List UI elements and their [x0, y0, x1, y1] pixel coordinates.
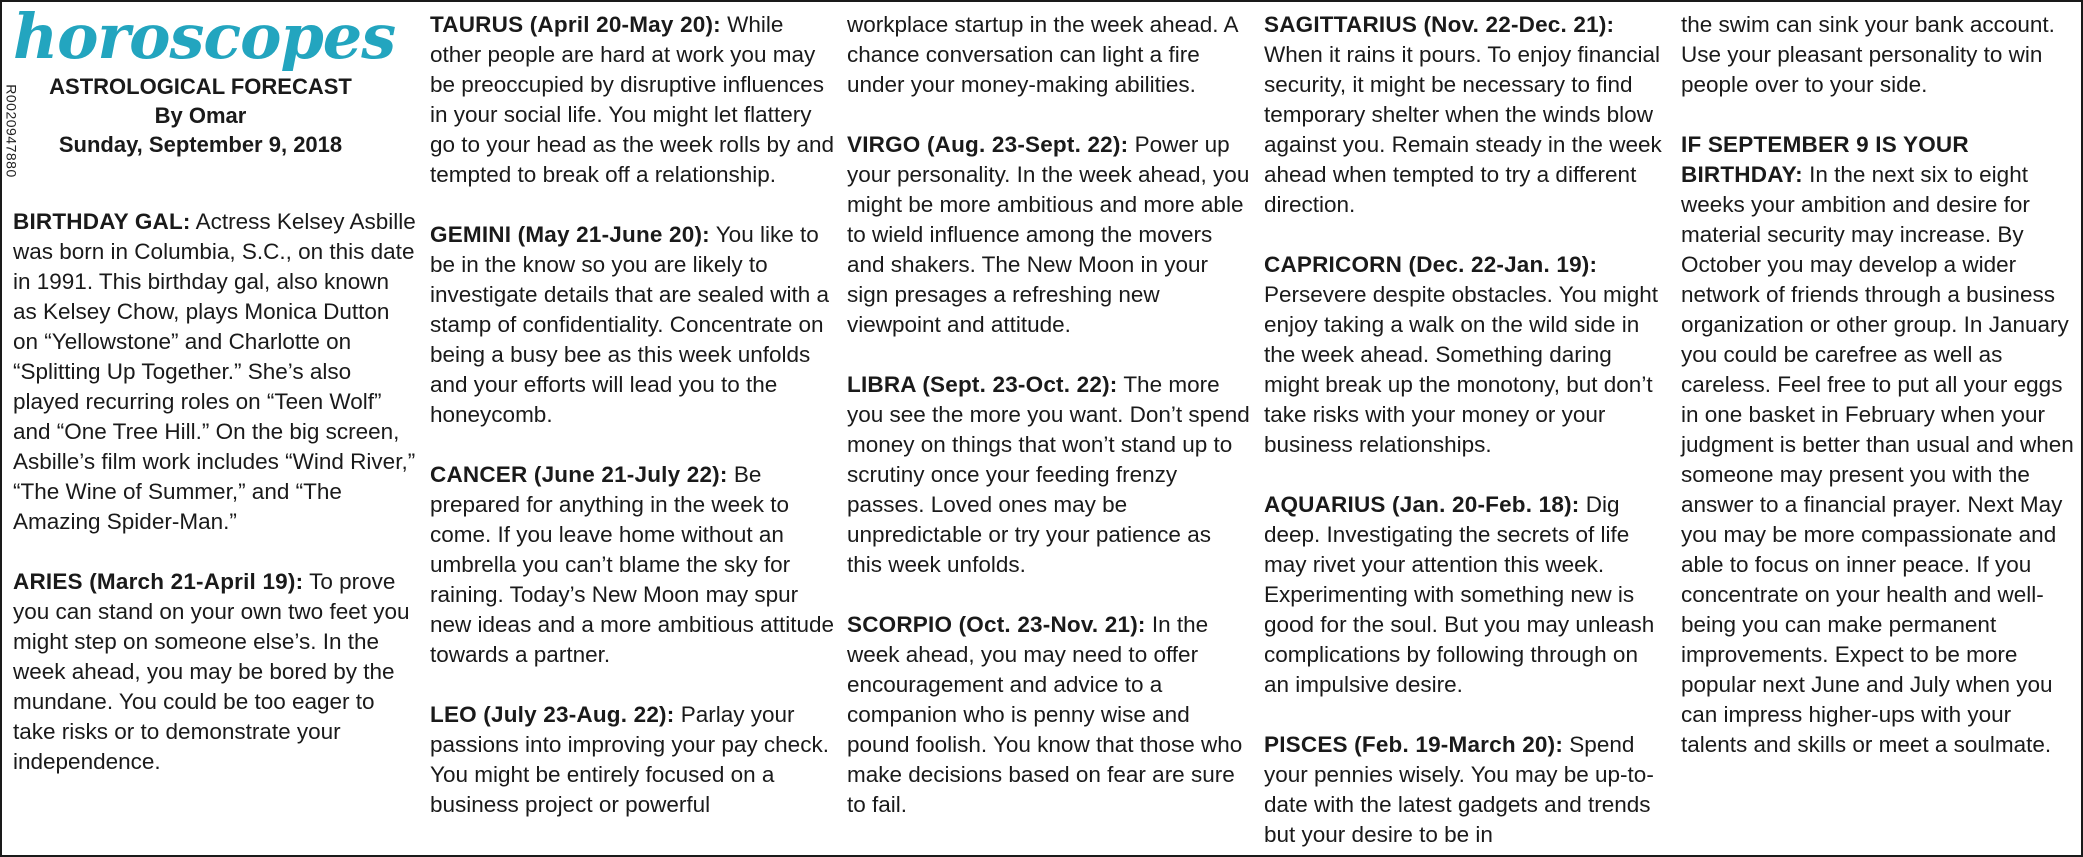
- leo-text-continued: workplace startup in the week ahead. A chance conversation can light a fire under your money-making abilities.: [847, 12, 1238, 97]
- birthday-forecast-text: In the next six to eight weeks your ambition and desire for material security may increase. By October you may develop a wider network of friends through a business organization or other group. In January you could be carefree as well as careless. Feel free to put all your eggs in one basket in February when your judgment is better than usual and when someone may present you with the answer to a financial prayer. Next May you may be more compassionate and able to focus on inner peace. If you concentrate on your health and well-being you can make permanent improvements. Expect to be more popular next June and July when you can impress higher-ups with your talents and skills or meet a soulmate.: [1681, 162, 2074, 757]
- gemini-heading: GEMINI (May 21-June 20):: [430, 222, 710, 247]
- aries-text: To prove you can stand on your own two feet you might step on someone else’s. In the week ahead, you may be bored by the mundane. You could be too eager to take risks or to demonstrate your independence.: [13, 569, 410, 774]
- column-5: [1681, 10, 2076, 790]
- birthday-celebrity-heading: BIRTHDAY GAL:: [13, 209, 191, 234]
- aquarius-heading: AQUARIUS (Jan. 20-Feb. 18):: [1264, 492, 1580, 517]
- taurus-text: While other people are hard at work you may be preoccupied by disruptive influences in your social life. You might let flattery go to your head as the week rolls by and tempted to break off a relationship.: [430, 12, 835, 187]
- birthday-celebrity-text: Actress Kelsey Asbille was born in Columbia, S.C., on this date in 1991. This birthday gal, also known as Kelsey Chow, plays Monica Dutton on “Yellowstone” and Charlotte on “Splitting Up Together.” She’s also played recurring roles on “Teen Wolf” and “One Tree Hill.” On the big screen, Asbille’s film work includes “Wind River,” “The Wine of Summer,” and “The Amazing Spider-Man.”: [13, 209, 416, 534]
- taurus-heading: TAURUS (April 20-May 20):: [430, 12, 721, 37]
- virgo-text: Power up your personality. In the week ahead, you might be more ambitious and more able to wield influence among the movers and shakers. The New Moon in your sign presages a refreshing new viewpoint and attitude.: [847, 132, 1250, 337]
- aquarius-entry: [1264, 490, 1669, 700]
- column-3: [847, 10, 1252, 850]
- aries-heading: ARIES (March 21-April 19):: [13, 569, 304, 594]
- column-1: [13, 0, 418, 807]
- leo-text: Parlay your passions into improving your pay check. You might be entirely focused on a business project or powerful: [430, 702, 829, 817]
- cancer-heading: CANCER (June 21-July 22):: [430, 462, 728, 487]
- masthead-date: Sunday, September 9, 2018: [58, 132, 343, 157]
- pisces-text-continued: the swim can sink your bank account. Use your pleasant personality to win people over to your side.: [1681, 12, 2055, 97]
- masthead-byline: By Omar: [154, 103, 247, 128]
- gemini-text: You like to be in the know so you are likely to investigate details that are sealed with a stamp of confidentiality. Concentrate on being a busy bee as this week unfolds and your efforts will lead you to the honeycomb.: [430, 222, 829, 427]
- pisces-heading: PISCES (Feb. 19-March 20):: [1264, 732, 1564, 757]
- scorpio-entry: [847, 610, 1252, 820]
- cancer-text: Be prepared for anything in the week to come. If you leave home without an umbrella you can’t blame the sky for raining. Today’s New Moon may spur new ideas and a more ambitious attitude towards a partner.: [430, 462, 834, 667]
- cancer-entry: [430, 460, 835, 670]
- capricorn-text: Persevere despite obstacles. You might enjoy taking a walk on the wild side in the week ahead. Something daring might break up the monotony, but don’t take risks with your money or your business relationships.: [1264, 282, 1658, 457]
- sagittarius-entry: [1264, 10, 1669, 220]
- scorpio-heading: SCORPIO (Oct. 23-Nov. 21):: [847, 612, 1146, 637]
- birthday-forecast-entry: [1681, 130, 2076, 760]
- masthead-title: ASTROLOGICAL FORECAST: [49, 74, 352, 99]
- leo-entry: [430, 700, 835, 820]
- sagittarius-heading: SAGITTARIUS (Nov. 22-Dec. 21):: [1264, 12, 1615, 37]
- leo-continued: [847, 10, 1252, 100]
- column-4: [1264, 10, 1669, 857]
- virgo-heading: VIRGO (Aug. 23-Sept. 22):: [847, 132, 1129, 157]
- horoscopes-logo: horoscopes: [13, 0, 396, 73]
- libra-heading: LIBRA (Sept. 23-Oct. 22):: [847, 372, 1118, 397]
- column-2: [430, 10, 835, 850]
- aquarius-text: Dig deep. Investigating the secrets of life may rivet your attention this week. Experimenting with something new is good for the soul. But you may unleash complications by following through on an impulsive desire.: [1264, 492, 1655, 697]
- pisces-entry: [1264, 730, 1669, 850]
- pisces-text: Spend your pennies wisely. You may be up-to-date with the latest gadgets and trends but your desire to be in: [1264, 732, 1654, 847]
- birthday-celebrity-entry: [13, 207, 418, 537]
- leo-heading: LEO (July 23-Aug. 22):: [430, 702, 675, 727]
- birthday-forecast-heading: IF SEPTEMBER 9 IS YOUR BIRTHDAY:: [1681, 132, 1969, 187]
- scorpio-text: In the week ahead, you may need to offer encouragement and advice to a companion who is penny wise and pound foolish. You know that those who make decisions based on fear are sure to fail.: [847, 612, 1243, 817]
- libra-text: The more you see the more you want. Don’t spend money on things that won’t stand up to scrutiny once your feeding frenzy passes. Loved ones may be unpredictable or try your patience as this week unfolds.: [847, 372, 1250, 577]
- capricorn-heading: CAPRICORN (Dec. 22-Jan. 19):: [1264, 252, 1598, 277]
- sagittarius-text: When it rains it pours. To enjoy financial security, it might be necessary to find temporary shelter when the winds blow against you. Remain steady in the week ahead when tempted to try a different direction.: [1264, 42, 1662, 217]
- libra-entry: [847, 370, 1252, 580]
- virgo-entry: [847, 130, 1252, 340]
- pisces-continued: [1681, 10, 2076, 100]
- taurus-entry: [430, 10, 835, 190]
- side-code-text: R0020947880: [4, 84, 21, 178]
- aries-entry: [13, 567, 418, 777]
- capricorn-entry: [1264, 250, 1669, 460]
- masthead: [13, 0, 396, 159]
- gemini-entry: [430, 220, 835, 430]
